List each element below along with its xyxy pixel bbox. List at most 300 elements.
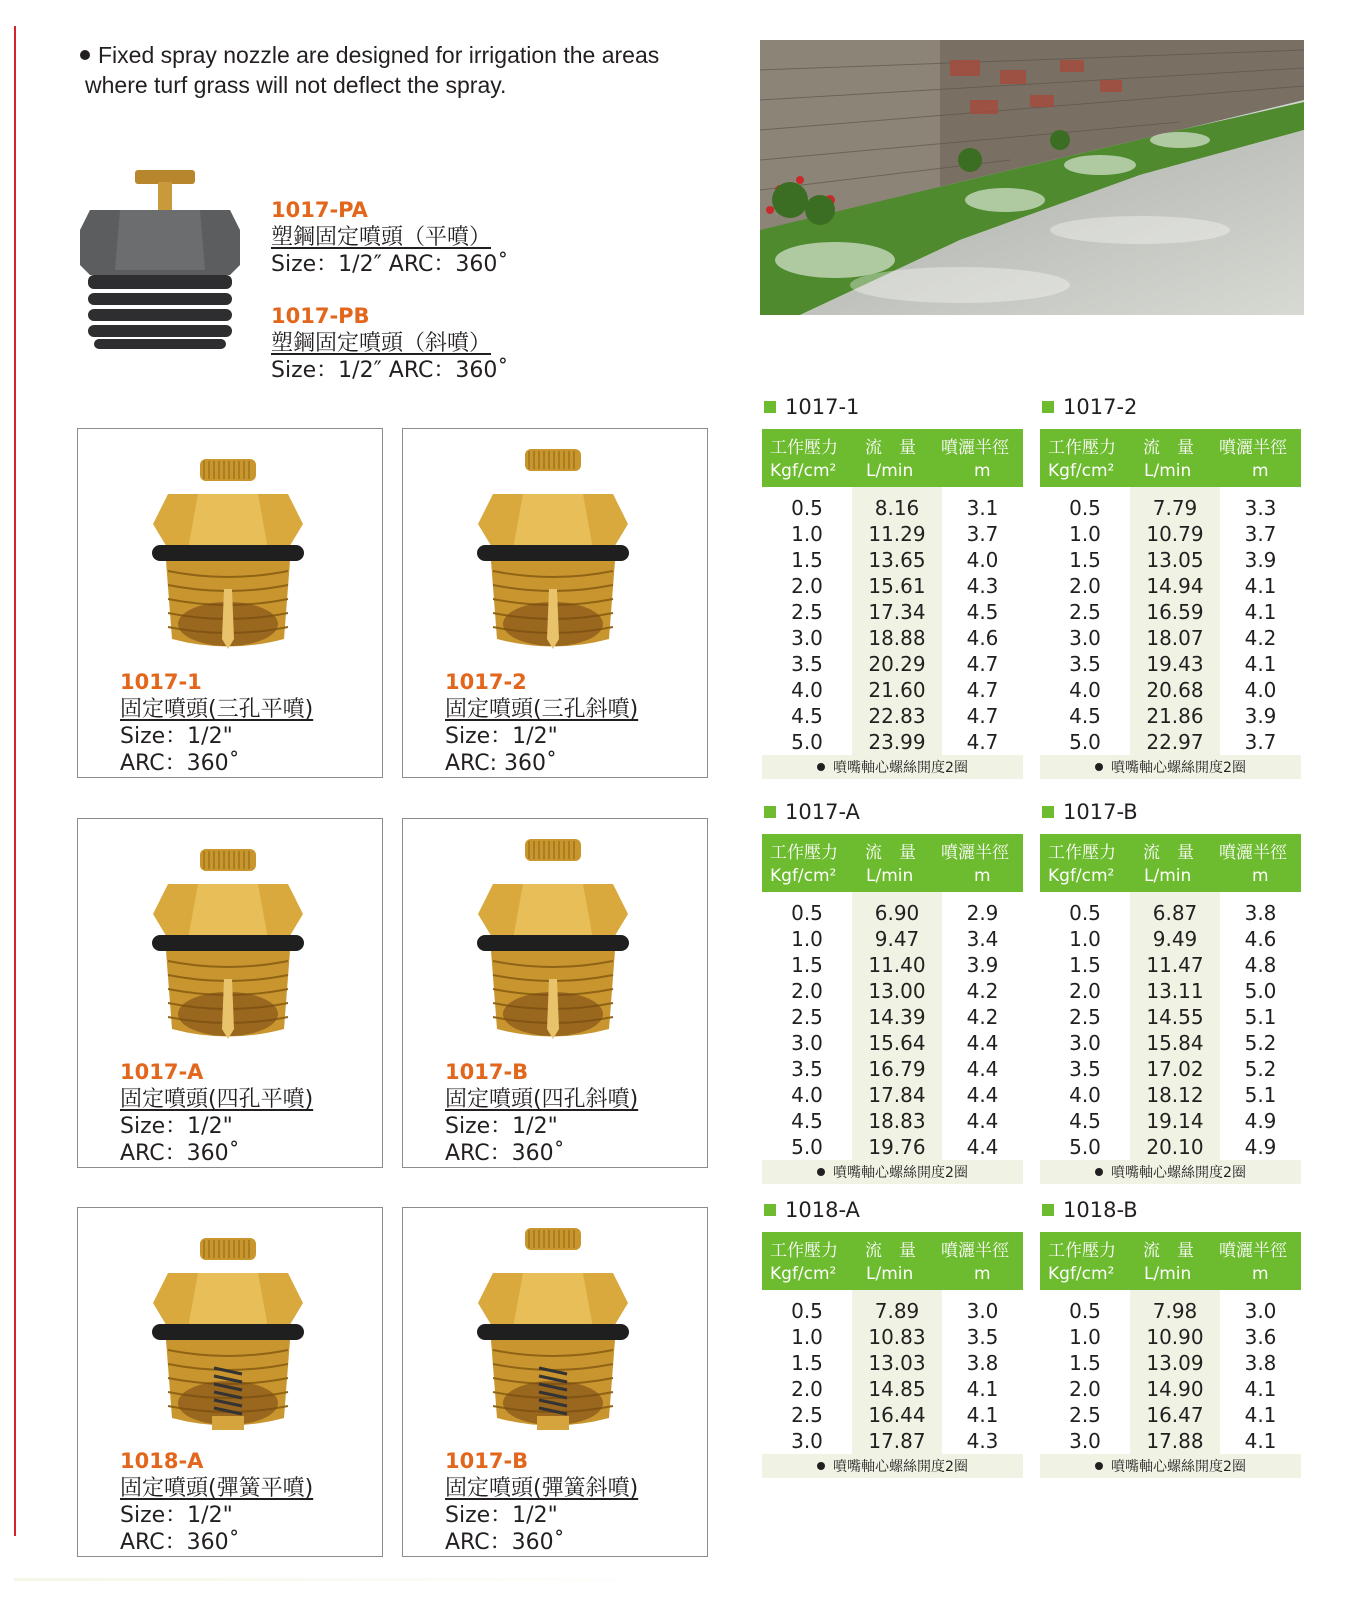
table-row bbox=[762, 547, 1023, 573]
product-code: 1017-2 bbox=[445, 670, 527, 694]
table-row bbox=[1040, 1004, 1301, 1030]
product-name: 固定噴頭(彈簧斜噴) bbox=[445, 1476, 639, 1501]
table-title-text: 1017-B bbox=[1063, 800, 1138, 824]
table-row bbox=[1040, 926, 1301, 952]
header-pressure: 工作壓力 bbox=[770, 843, 838, 863]
header-pressure-unit: Kgf/cm² bbox=[1048, 1264, 1115, 1284]
table-row bbox=[1040, 1428, 1301, 1454]
cell-flow: 14.90 bbox=[1146, 1377, 1204, 1401]
table-title bbox=[1042, 395, 1137, 419]
header-radius: 噴灑半徑 bbox=[1219, 1241, 1287, 1261]
table-header bbox=[1040, 1232, 1301, 1290]
table-header bbox=[762, 429, 1023, 487]
intro-text bbox=[80, 40, 740, 100]
cell-radius: 4.9 bbox=[1244, 1135, 1277, 1159]
cell-pressure: 3.5 bbox=[791, 1057, 823, 1081]
cell-pressure: 0.5 bbox=[1069, 901, 1101, 925]
bullet-icon bbox=[817, 1462, 825, 1470]
table-header bbox=[1040, 429, 1301, 487]
table-row bbox=[1040, 495, 1301, 521]
cell-pressure: 2.0 bbox=[1069, 1377, 1101, 1401]
cell-flow: 14.85 bbox=[868, 1377, 926, 1401]
header-radius-unit: m bbox=[974, 461, 991, 481]
cell-radius: 4.4 bbox=[966, 1083, 999, 1107]
table-note bbox=[1040, 755, 1301, 779]
table-row bbox=[762, 1030, 1023, 1056]
product-size: Size：1/2" bbox=[120, 1114, 233, 1139]
cell-flow: 11.29 bbox=[868, 522, 926, 546]
header-flow-unit: L/min bbox=[1144, 461, 1192, 481]
table-row bbox=[762, 599, 1023, 625]
table-header bbox=[762, 1232, 1023, 1290]
brass-nozzle-image bbox=[138, 1228, 318, 1438]
cell-flow: 16.47 bbox=[1146, 1403, 1204, 1427]
product-code: 1017-A bbox=[120, 1060, 204, 1084]
cell-radius: 2.9 bbox=[966, 901, 999, 925]
product-card-1017-b bbox=[402, 1207, 708, 1557]
cell-radius: 4.1 bbox=[1244, 600, 1277, 624]
cell-flow: 17.88 bbox=[1146, 1429, 1204, 1453]
cell-flow: 14.39 bbox=[868, 1005, 926, 1029]
cell-radius: 5.2 bbox=[1244, 1031, 1277, 1055]
cell-pressure: 2.0 bbox=[791, 1377, 823, 1401]
cell-flow: 18.88 bbox=[868, 626, 926, 650]
cell-pressure: 4.5 bbox=[791, 1109, 823, 1133]
green-square-icon bbox=[1042, 1204, 1054, 1216]
cell-pressure: 1.0 bbox=[791, 927, 823, 951]
cell-pressure: 2.5 bbox=[1069, 1403, 1101, 1427]
table-row bbox=[762, 1108, 1023, 1134]
cell-pressure: 1.0 bbox=[1069, 927, 1101, 951]
cell-radius: 4.1 bbox=[966, 1403, 999, 1427]
cell-radius: 4.4 bbox=[966, 1109, 999, 1133]
header-pressure-unit: Kgf/cm² bbox=[1048, 461, 1115, 481]
intro-line-1: Fixed spray nozzle are designed for irrigation the areas bbox=[98, 42, 660, 68]
table-note bbox=[762, 1160, 1023, 1184]
header-flow: 流 量 bbox=[1143, 1241, 1194, 1261]
cell-radius: 4.7 bbox=[966, 730, 999, 754]
bullet-icon bbox=[1095, 763, 1103, 771]
cell-radius: 3.8 bbox=[1244, 1351, 1277, 1375]
cell-radius: 4.0 bbox=[966, 548, 999, 572]
product-code: 1017-B bbox=[445, 1449, 529, 1473]
table-note bbox=[762, 1454, 1023, 1478]
table-row bbox=[1040, 573, 1301, 599]
table-row bbox=[762, 1350, 1023, 1376]
header-pressure: 工作壓力 bbox=[770, 1241, 838, 1261]
cell-pressure: 2.0 bbox=[791, 574, 823, 598]
header-flow-unit: L/min bbox=[866, 1264, 914, 1284]
cell-radius: 4.8 bbox=[1244, 953, 1277, 977]
cell-flow: 19.14 bbox=[1146, 1109, 1204, 1133]
cell-pressure: 2.0 bbox=[791, 979, 823, 1003]
brass-nozzle-image bbox=[138, 449, 318, 659]
header-radius: 噴灑半徑 bbox=[941, 843, 1009, 863]
cell-radius: 4.9 bbox=[1244, 1109, 1277, 1133]
flow-table-1017-1 bbox=[762, 395, 1023, 779]
table-row bbox=[762, 1402, 1023, 1428]
table-row bbox=[1040, 1056, 1301, 1082]
cell-flow: 13.05 bbox=[1146, 548, 1204, 572]
left-margin-rule bbox=[14, 26, 16, 1536]
cell-radius: 4.1 bbox=[1244, 1403, 1277, 1427]
header-radius-unit: m bbox=[1252, 461, 1269, 481]
header-radius: 噴灑半徑 bbox=[1219, 843, 1287, 863]
cell-radius: 3.9 bbox=[966, 953, 999, 977]
cell-pressure: 5.0 bbox=[791, 1135, 823, 1159]
table-body bbox=[762, 892, 1023, 1184]
table-row bbox=[762, 729, 1023, 755]
table-note-text: 噴嘴軸心螺絲開度2圈 bbox=[833, 1165, 968, 1181]
cell-radius: 3.7 bbox=[1244, 522, 1277, 546]
cell-pressure: 2.0 bbox=[1069, 574, 1101, 598]
header-pressure: 工作壓力 bbox=[1048, 843, 1116, 863]
flow-table-1018-b bbox=[1040, 1198, 1301, 1478]
cell-pressure: 3.0 bbox=[1069, 1031, 1101, 1055]
cell-pressure: 3.0 bbox=[791, 1031, 823, 1055]
cell-flow: 19.43 bbox=[1146, 652, 1204, 676]
cell-pressure: 4.0 bbox=[1069, 1083, 1101, 1107]
cell-flow: 13.09 bbox=[1146, 1351, 1204, 1375]
cell-flow: 9.49 bbox=[1152, 927, 1198, 951]
cell-pressure: 1.0 bbox=[1069, 522, 1101, 546]
cell-pressure: 4.0 bbox=[791, 1083, 823, 1107]
bottom-rule bbox=[14, 1578, 714, 1581]
table-row bbox=[762, 573, 1023, 599]
product-size: Size：1/2" bbox=[445, 1503, 558, 1528]
table-row bbox=[762, 521, 1023, 547]
cell-pressure: 5.0 bbox=[791, 730, 823, 754]
cell-flow: 13.65 bbox=[868, 548, 926, 572]
cell-radius: 3.1 bbox=[966, 496, 999, 520]
cell-pressure: 4.5 bbox=[791, 704, 823, 728]
cell-flow: 17.34 bbox=[868, 600, 926, 624]
product-card-text bbox=[445, 669, 638, 777]
cell-flow: 15.64 bbox=[868, 1031, 926, 1055]
cell-flow: 16.44 bbox=[868, 1403, 926, 1427]
table-body bbox=[1040, 487, 1301, 779]
table-note-text: 噴嘴軸心螺絲開度2圈 bbox=[833, 760, 968, 776]
product-arc: ARC：360˚ bbox=[120, 1141, 240, 1166]
cell-pressure: 3.5 bbox=[1069, 652, 1101, 676]
table-title bbox=[764, 800, 860, 824]
cell-radius: 4.1 bbox=[1244, 1377, 1277, 1401]
cell-radius: 3.7 bbox=[1244, 730, 1277, 754]
table-row bbox=[1040, 1082, 1301, 1108]
cell-radius: 3.9 bbox=[1244, 704, 1277, 728]
header-pressure-unit: Kgf/cm² bbox=[1048, 866, 1115, 886]
table-note bbox=[762, 755, 1023, 779]
header-pressure: 工作壓力 bbox=[1048, 1241, 1116, 1261]
cell-flow: 18.07 bbox=[1146, 626, 1204, 650]
table-note bbox=[1040, 1160, 1301, 1184]
cell-radius: 4.1 bbox=[966, 1377, 999, 1401]
cell-pressure: 1.0 bbox=[1069, 1325, 1101, 1349]
cell-flow: 23.99 bbox=[868, 730, 926, 754]
cell-radius: 4.4 bbox=[966, 1031, 999, 1055]
cell-pressure: 1.5 bbox=[791, 548, 823, 572]
cell-flow: 16.59 bbox=[1146, 600, 1204, 624]
product-card-1017-a bbox=[77, 818, 383, 1168]
table-row bbox=[1040, 703, 1301, 729]
product-size: Size：1/2" bbox=[120, 724, 233, 749]
intro-line-2: where turf grass will not deflect the spray. bbox=[85, 72, 507, 98]
table-row bbox=[1040, 651, 1301, 677]
cell-pressure: 1.0 bbox=[791, 1325, 823, 1349]
bullet-icon bbox=[817, 1168, 825, 1176]
product-arc: ARC：360˚ bbox=[120, 1530, 240, 1555]
product-arc: ARC：360˚ bbox=[445, 1530, 565, 1555]
cell-radius: 4.2 bbox=[966, 979, 999, 1003]
cell-radius: 4.4 bbox=[966, 1057, 999, 1081]
cell-flow: 6.90 bbox=[874, 901, 920, 925]
cell-pressure: 0.5 bbox=[791, 1299, 823, 1323]
cell-radius: 3.5 bbox=[966, 1325, 999, 1349]
table-row bbox=[762, 1082, 1023, 1108]
header-radius-unit: m bbox=[1252, 866, 1269, 886]
table-row bbox=[1040, 625, 1301, 651]
product-card-text bbox=[445, 1448, 638, 1556]
table-row bbox=[762, 900, 1023, 926]
cell-pressure: 4.5 bbox=[1069, 704, 1101, 728]
cell-radius: 4.3 bbox=[966, 574, 999, 598]
cell-flow: 17.87 bbox=[868, 1429, 926, 1453]
cell-radius: 3.9 bbox=[1244, 548, 1277, 572]
cell-radius: 5.1 bbox=[1244, 1005, 1277, 1029]
cell-flow: 15.61 bbox=[868, 574, 926, 598]
cell-pressure: 4.0 bbox=[1069, 678, 1101, 702]
table-title bbox=[1042, 1198, 1138, 1222]
product-card-text bbox=[120, 669, 313, 777]
product-card-text bbox=[445, 1059, 638, 1167]
table-body bbox=[1040, 1290, 1301, 1478]
cell-flow: 6.87 bbox=[1152, 901, 1198, 925]
table-row bbox=[1040, 521, 1301, 547]
table-body bbox=[762, 487, 1023, 779]
cell-flow: 16.79 bbox=[868, 1057, 926, 1081]
cell-radius: 4.0 bbox=[1244, 678, 1277, 702]
table-row bbox=[1040, 547, 1301, 573]
table-row bbox=[1040, 1298, 1301, 1324]
cell-pressure: 0.5 bbox=[791, 496, 823, 520]
cell-pressure: 2.5 bbox=[791, 1403, 823, 1427]
cell-pressure: 3.5 bbox=[791, 652, 823, 676]
header-flow: 流 量 bbox=[1143, 843, 1194, 863]
product-arc: ARC：360˚ bbox=[120, 751, 240, 776]
cell-radius: 5.1 bbox=[1244, 1083, 1277, 1107]
header-pressure: 工作壓力 bbox=[770, 438, 838, 458]
cell-pressure: 3.5 bbox=[1069, 1057, 1101, 1081]
header-flow-unit: L/min bbox=[866, 461, 914, 481]
header-flow-unit: L/min bbox=[1144, 866, 1192, 886]
cell-radius: 4.6 bbox=[966, 626, 999, 650]
cell-radius: 4.7 bbox=[966, 704, 999, 728]
product-size: Size：1/2" bbox=[445, 724, 558, 749]
cell-pressure: 0.5 bbox=[1069, 496, 1101, 520]
cell-flow: 13.03 bbox=[868, 1351, 926, 1375]
product-card-1017-2 bbox=[402, 428, 708, 778]
table-row bbox=[1040, 1324, 1301, 1350]
table-row bbox=[1040, 1350, 1301, 1376]
cell-flow: 20.29 bbox=[868, 652, 926, 676]
product-card-text bbox=[120, 1448, 313, 1556]
table-row bbox=[1040, 952, 1301, 978]
cell-pressure: 2.5 bbox=[791, 600, 823, 624]
cell-flow: 15.84 bbox=[1146, 1031, 1204, 1055]
cell-radius: 4.2 bbox=[966, 1005, 999, 1029]
table-row bbox=[762, 625, 1023, 651]
header-flow: 流 量 bbox=[865, 843, 916, 863]
cell-radius: 4.3 bbox=[966, 1429, 999, 1453]
header-radius: 噴灑半徑 bbox=[941, 1241, 1009, 1261]
cell-pressure: 2.5 bbox=[1069, 600, 1101, 624]
cell-pressure: 5.0 bbox=[1069, 1135, 1101, 1159]
table-row bbox=[1040, 677, 1301, 703]
header-pressure-unit: Kgf/cm² bbox=[770, 461, 837, 481]
cell-radius: 4.7 bbox=[966, 652, 999, 676]
table-title-text: 1017-A bbox=[785, 800, 860, 824]
table-row bbox=[762, 1376, 1023, 1402]
table-row bbox=[762, 495, 1023, 521]
header-flow: 流 量 bbox=[865, 438, 916, 458]
table-note-text: 噴嘴軸心螺絲開度2圈 bbox=[1111, 1459, 1246, 1475]
table-row bbox=[1040, 1402, 1301, 1428]
green-square-icon bbox=[1042, 806, 1054, 818]
cell-flow: 18.83 bbox=[868, 1109, 926, 1133]
table-title-text: 1018-A bbox=[785, 1198, 860, 1222]
cell-radius: 3.8 bbox=[1244, 901, 1277, 925]
green-square-icon bbox=[764, 806, 776, 818]
table-row bbox=[762, 1428, 1023, 1454]
cell-pressure: 1.5 bbox=[791, 1351, 823, 1375]
header-flow: 流 量 bbox=[865, 1241, 916, 1261]
cell-radius: 3.0 bbox=[1244, 1299, 1277, 1323]
product-card-text bbox=[120, 1059, 313, 1167]
table-title bbox=[764, 395, 859, 419]
product-code: 1017-PA bbox=[271, 198, 368, 222]
cell-flow: 10.83 bbox=[868, 1325, 926, 1349]
table-note-text: 噴嘴軸心螺絲開度2圈 bbox=[1111, 1165, 1246, 1181]
product-name: 固定噴頭(三孔平噴) bbox=[120, 697, 314, 722]
cell-flow: 13.00 bbox=[868, 979, 926, 1003]
table-row bbox=[762, 1004, 1023, 1030]
table-body bbox=[762, 1290, 1023, 1478]
cell-radius: 5.2 bbox=[1244, 1057, 1277, 1081]
product-code: 1017-1 bbox=[120, 670, 202, 694]
cell-flow: 20.68 bbox=[1146, 678, 1204, 702]
cell-flow: 14.55 bbox=[1146, 1005, 1204, 1029]
cell-pressure: 2.0 bbox=[1069, 979, 1101, 1003]
green-square-icon bbox=[1042, 401, 1054, 413]
plastic-nozzle-image bbox=[80, 170, 240, 355]
cell-flow: 11.40 bbox=[868, 953, 926, 977]
cell-pressure: 5.0 bbox=[1069, 730, 1101, 754]
cell-flow: 21.86 bbox=[1146, 704, 1204, 728]
cell-radius: 4.1 bbox=[1244, 574, 1277, 598]
bullet-icon bbox=[817, 763, 825, 771]
table-title-text: 1018-B bbox=[1063, 1198, 1138, 1222]
product-spec: Size：1/2″ ARC：360˚ bbox=[271, 252, 509, 277]
bullet-icon bbox=[1095, 1462, 1103, 1470]
product-card-1017-b bbox=[402, 818, 708, 1168]
cell-radius: 3.0 bbox=[966, 1299, 999, 1323]
product-code: 1018-A bbox=[120, 1449, 204, 1473]
bullet-icon bbox=[1095, 1168, 1103, 1176]
cell-flow: 22.83 bbox=[868, 704, 926, 728]
table-row bbox=[762, 952, 1023, 978]
table-row bbox=[762, 1324, 1023, 1350]
table-header bbox=[762, 834, 1023, 892]
cell-radius: 4.1 bbox=[1244, 652, 1277, 676]
table-note-text: 噴嘴軸心螺絲開度2圈 bbox=[833, 1459, 968, 1475]
table-note bbox=[1040, 1454, 1301, 1478]
cell-pressure: 1.5 bbox=[1069, 953, 1101, 977]
table-body bbox=[1040, 892, 1301, 1184]
cell-pressure: 1.0 bbox=[791, 522, 823, 546]
cell-flow: 13.11 bbox=[1146, 979, 1204, 1003]
header-radius-unit: m bbox=[974, 866, 991, 886]
cell-radius: 4.2 bbox=[1244, 626, 1277, 650]
table-row bbox=[762, 926, 1023, 952]
cell-radius: 4.6 bbox=[1244, 927, 1277, 951]
cell-pressure: 4.5 bbox=[1069, 1109, 1101, 1133]
product-name: 塑鋼固定噴頭（斜噴） bbox=[271, 331, 492, 356]
cell-flow: 10.90 bbox=[1146, 1325, 1204, 1349]
cell-flow: 22.97 bbox=[1146, 730, 1204, 754]
table-row bbox=[762, 1298, 1023, 1324]
garden-sprinkler-photo bbox=[760, 40, 1304, 315]
product-arc: ARC：360˚ bbox=[445, 1141, 565, 1166]
cell-flow: 7.89 bbox=[874, 1299, 920, 1323]
cell-pressure: 4.0 bbox=[791, 678, 823, 702]
cell-radius: 3.7 bbox=[966, 522, 999, 546]
cell-radius: 4.5 bbox=[966, 600, 999, 624]
table-title-text: 1017-2 bbox=[1063, 395, 1138, 419]
table-row bbox=[762, 978, 1023, 1004]
cell-radius: 3.8 bbox=[966, 1351, 999, 1375]
cell-pressure: 2.5 bbox=[1069, 1005, 1101, 1029]
header-radius-unit: m bbox=[1252, 1264, 1269, 1284]
table-row bbox=[1040, 900, 1301, 926]
cell-pressure: 3.0 bbox=[1069, 1429, 1101, 1453]
cell-radius: 3.6 bbox=[1244, 1325, 1277, 1349]
table-row bbox=[1040, 1134, 1301, 1160]
cell-radius: 5.0 bbox=[1244, 979, 1277, 1003]
green-square-icon bbox=[764, 401, 776, 413]
cell-radius: 4.7 bbox=[966, 678, 999, 702]
cell-flow: 11.47 bbox=[1146, 953, 1204, 977]
header-flow-unit: L/min bbox=[866, 866, 914, 886]
product-name: 塑鋼固定噴頭（平噴） bbox=[271, 225, 492, 250]
cell-flow: 8.16 bbox=[874, 496, 920, 520]
header-flow: 流 量 bbox=[1143, 438, 1194, 458]
cell-flow: 21.60 bbox=[868, 678, 926, 702]
cell-flow: 7.98 bbox=[1152, 1299, 1198, 1323]
flow-table-1018-a bbox=[762, 1198, 1023, 1478]
product-1017-pb bbox=[271, 303, 508, 384]
header-pressure-unit: Kgf/cm² bbox=[770, 866, 837, 886]
table-note-text: 噴嘴軸心螺絲開度2圈 bbox=[1111, 760, 1246, 776]
header-pressure-unit: Kgf/cm² bbox=[770, 1264, 837, 1284]
product-spec: Size：1/2″ ARC：360˚ bbox=[271, 358, 509, 383]
table-row bbox=[762, 703, 1023, 729]
cell-flow: 20.10 bbox=[1146, 1135, 1204, 1159]
product-name: 固定噴頭(四孔平噴) bbox=[120, 1087, 314, 1112]
cell-flow: 14.94 bbox=[1146, 574, 1204, 598]
cell-radius: 4.4 bbox=[966, 1135, 999, 1159]
table-title bbox=[764, 1198, 860, 1222]
table-row bbox=[762, 651, 1023, 677]
